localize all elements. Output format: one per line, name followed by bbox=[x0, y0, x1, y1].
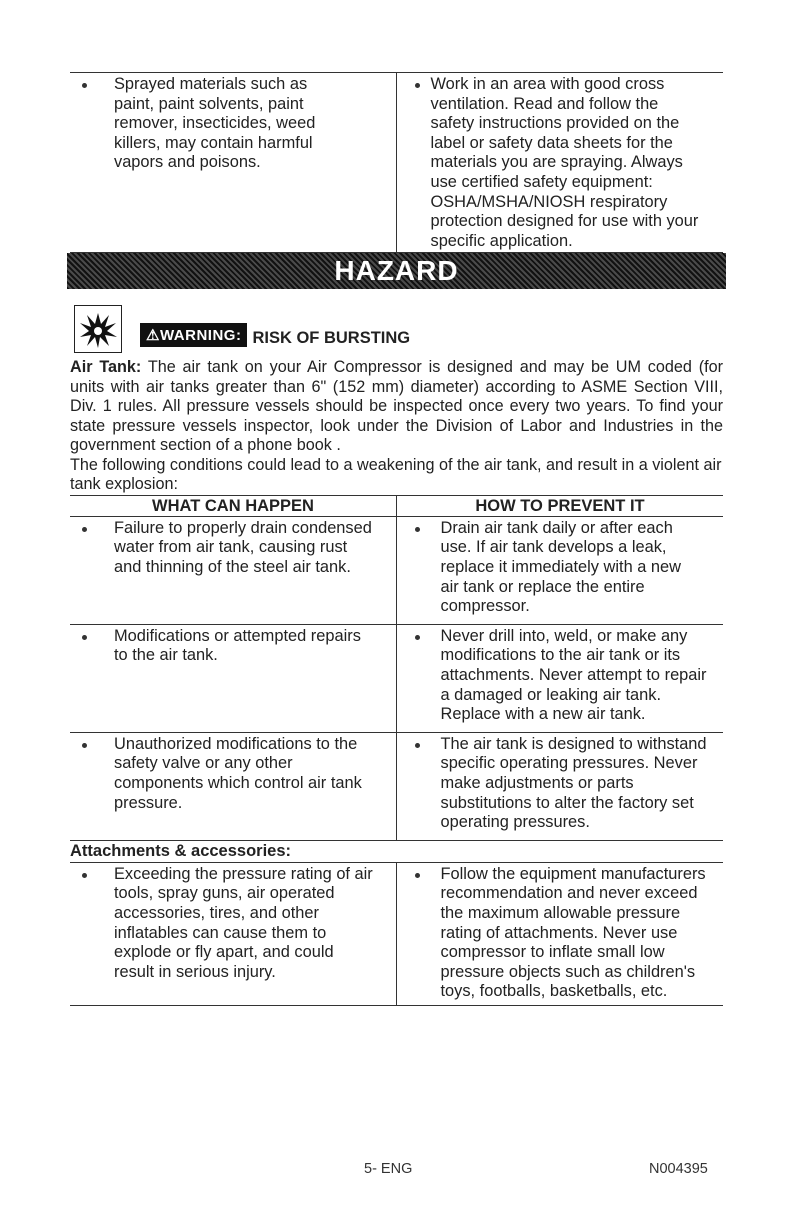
air-tank-text: The air tank on your Air Compressor is designed and may be UM coded (for units with air tanks greater than 6" (152 mm) diameter) according to ASME Section VIII, Div. 1 rules. All pressure vessels should be inspected once every two years. To find your state pressure vessels inspector, look under the Division of Labor and Industries in the government section of a phone book . bbox=[70, 358, 723, 455]
what-text: Failure to properly drain condensed water from air tank, causing rust and thinning of the steel air tank. bbox=[70, 519, 376, 578]
spray-hazard-row bbox=[70, 72, 723, 253]
warning-line bbox=[70, 289, 723, 353]
table-row bbox=[70, 733, 723, 841]
what-can-happen-header: WHAT CAN HAPPEN bbox=[70, 496, 397, 516]
spray-prevention-text: Work in an area with good cross ventilation. Read and follow the safety instructions provided on the label or safety data sheets for the materials you are spraying. Always use certified safety equipment: OSHA/MSHA/NIOSH respiratory protection designed for use with your specific application. bbox=[403, 75, 699, 251]
what-text: Modifications or attempted repairs to the air tank. bbox=[70, 627, 376, 666]
table-row bbox=[70, 625, 723, 733]
manual-page bbox=[70, 0, 723, 1006]
what-text: Unauthorized modifications to the safety valve or any other components which control air tank pressure. bbox=[70, 735, 376, 813]
how-text: Drain air tank daily or after each use. If air tank develops a leak, replace it immediately with a new air tank or replace the entire compressor. bbox=[403, 519, 703, 617]
document-code: N004395 bbox=[649, 1161, 708, 1177]
attachments-heading: Attachments & accessories: bbox=[70, 841, 723, 863]
table-header bbox=[70, 495, 723, 517]
attachments-row bbox=[70, 863, 723, 1006]
how-text: The air tank is designed to withstand specific operating pressures. Never make adjustments or parts substitutions to alter the factory set operating pressures. bbox=[403, 735, 715, 833]
hazard-banner: HAZARD bbox=[67, 253, 726, 289]
how-to-prevent-header: HOW TO PREVENT IT bbox=[475, 496, 645, 515]
explosion-icon bbox=[74, 305, 122, 353]
spray-hazard-text: Sprayed materials such as paint, paint solvents, paint remover, insecticides, weed killers, may contain harmful vapors and poisons. bbox=[70, 75, 341, 173]
attachments-how-text: Follow the equipment manufacturers recommendation and never exceed the maximum allowable pressure rating of attachments. Never use compressor to inflate small low pressure objects such as children's toys, footballs, basketballs, etc. bbox=[403, 865, 715, 1002]
air-tank-label: Air Tank: bbox=[70, 358, 142, 377]
air-tank-paragraph bbox=[70, 358, 723, 456]
how-text: Never drill into, weld, or make any modifications to the air tank or its attachments. Never attempt to repair a damaged or leaking air tank. Replace with a new air tank. bbox=[403, 627, 709, 725]
table-row bbox=[70, 517, 723, 625]
attachments-what-text: Exceeding the pressure rating of air tools, spray guns, air operated accessories, tires, and other inflatables can cause them to explode or fly apart, and could result in serious injury. bbox=[70, 865, 376, 983]
warning-badge: ⚠WARNING: bbox=[140, 323, 247, 347]
page-number: 5- ENG bbox=[364, 1161, 413, 1177]
risk-heading: RISK OF BURSTING bbox=[252, 329, 411, 348]
conditions-paragraph: The following conditions could lead to a weakening of the air tank, and result in a violent air tank explosion: bbox=[70, 455, 722, 494]
